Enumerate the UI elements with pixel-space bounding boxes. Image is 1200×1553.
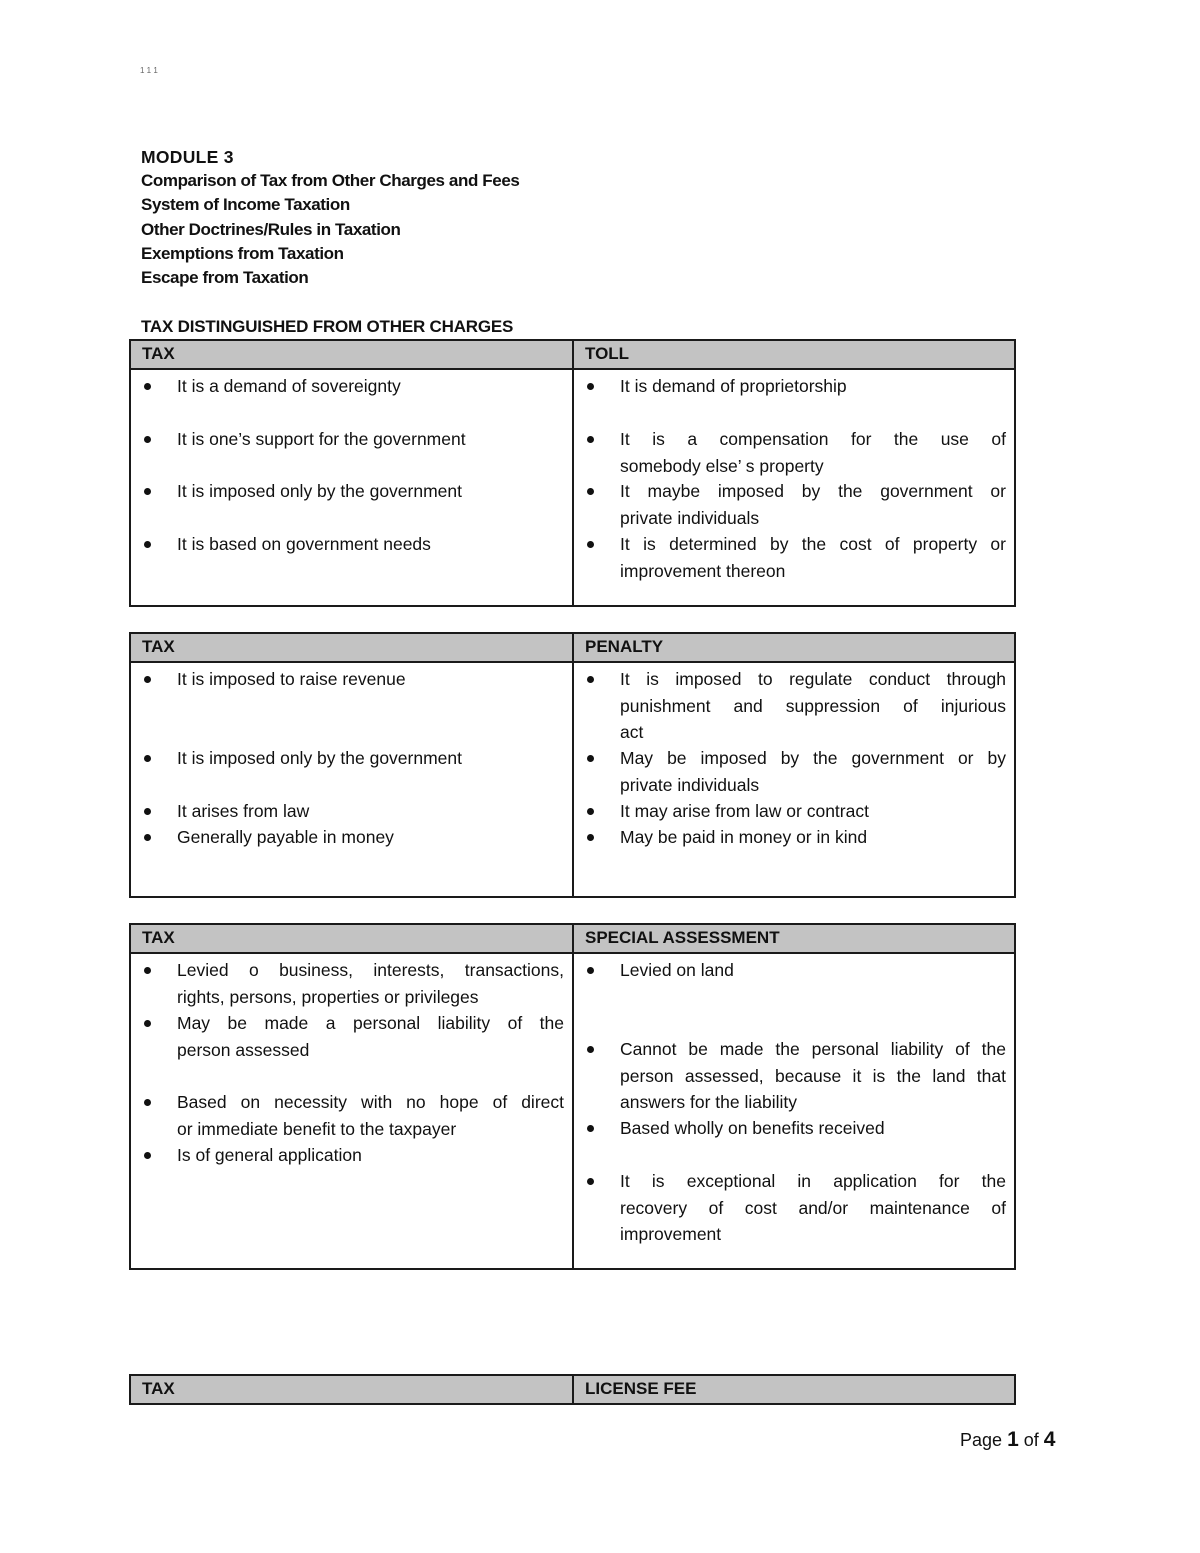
- left-column-cell: [131, 663, 574, 896]
- bullet-icon: [587, 967, 594, 974]
- of-label: of: [1023, 1430, 1039, 1450]
- bullet-icon: [144, 541, 151, 548]
- bullet-text-line: Is of general application: [177, 1145, 362, 1165]
- total-pages: 4: [1043, 1428, 1056, 1451]
- bullet-item: [620, 1036, 1006, 1116]
- table-header-row: [131, 925, 1014, 954]
- bullet-text-line: It is imposed only by the government: [177, 748, 463, 768]
- bullet-icon: [587, 1125, 594, 1132]
- bullet-icon: [587, 436, 594, 443]
- comparison-table-license-fee: [129, 1374, 1016, 1405]
- bullet-item: [620, 426, 1006, 479]
- bullet-item: [620, 1168, 1006, 1248]
- bullet-icon: [587, 383, 594, 390]
- bullet-text-line: somebody else’ s property: [620, 455, 824, 476]
- bullet-text-line: It may arise from law or contract: [620, 801, 869, 821]
- bullet-item: [620, 957, 1006, 984]
- left-column-cell: [131, 954, 574, 1268]
- bullet-text-line: It is imposed only by the government: [177, 481, 463, 501]
- bullet-icon: [144, 967, 151, 974]
- table-header-row: [131, 1376, 1014, 1403]
- bullet-icon: [587, 488, 594, 495]
- table-body-row: [131, 954, 1014, 1268]
- left-column-header: TAX: [131, 634, 574, 661]
- bullet-icon: [587, 676, 594, 683]
- bullet-text-line: It is a demand of sovereignty: [177, 376, 401, 396]
- module-topic: Comparison of Tax from Other Charges and Fees: [141, 171, 520, 191]
- bullet-icon: [144, 676, 151, 683]
- corner-mark: 1 1 1: [140, 66, 158, 75]
- bullet-text-line: It is determined by the cost of property or: [620, 534, 1006, 554]
- right-column-header: SPECIAL ASSESSMENT: [585, 928, 780, 947]
- module-topic: Other Doctrines/Rules in Taxation: [141, 219, 401, 239]
- bullet-text-line: recovery of cost and/or maintenance of: [620, 1197, 1006, 1218]
- bullet-item: [177, 798, 564, 825]
- bullet-item: [177, 1142, 564, 1169]
- bullet-text-line: It arises from law: [177, 801, 310, 821]
- table-body-row: [131, 663, 1014, 896]
- bullet-text-line: act: [620, 722, 644, 742]
- right-column-cell: [574, 663, 1014, 896]
- module-topic: System of Income Taxation: [141, 195, 350, 215]
- bullet-item: [620, 478, 1006, 531]
- bullet-icon: [144, 808, 151, 815]
- bullet-text-line: It is one’s support for the government: [177, 429, 466, 449]
- bullet-icon: [587, 808, 594, 815]
- right-column-cell: [574, 954, 1014, 1268]
- table-header-row: [131, 341, 1014, 370]
- bullet-icon: [587, 1178, 594, 1185]
- current-page: 1: [1007, 1428, 1019, 1451]
- bullet-text-line: Levied on land: [620, 960, 734, 980]
- bullet-icon: [144, 1099, 151, 1106]
- bullet-text-line: May be paid in money or in kind: [620, 827, 868, 847]
- bullet-icon: [144, 834, 151, 841]
- bullet-text-line: May be imposed by the government or by: [620, 748, 1006, 768]
- bullet-item: [177, 478, 564, 505]
- right-column-header: LICENSE FEE: [585, 1379, 697, 1398]
- page-number: [960, 1428, 1055, 1452]
- bullet-text-line: It maybe imposed by the government or: [620, 481, 1006, 501]
- bullet-item: [177, 426, 564, 453]
- bullet-icon: [144, 1152, 151, 1159]
- right-column-header: PENALTY: [585, 637, 664, 656]
- bullet-icon: [587, 1046, 594, 1053]
- bullet-item: [177, 1089, 564, 1142]
- bullet-text-line: May be made a personal liability of the: [177, 1013, 564, 1033]
- bullet-text-line: Based on necessity with no hope of direct: [177, 1092, 564, 1112]
- bullet-text-line: It is based on government needs: [177, 534, 431, 554]
- bullet-item: [620, 824, 1006, 851]
- comparison-table-special-assessment: [129, 923, 1016, 1270]
- bullet-icon: [144, 1020, 151, 1027]
- left-column-header: TAX: [131, 341, 574, 368]
- bullet-text-line: Cannot be made the personal liability of the: [620, 1039, 1006, 1059]
- bullet-text-line: person assessed, because it is the land that: [620, 1065, 1006, 1086]
- bullet-text-line: It is demand of proprietorship: [620, 376, 847, 396]
- bullet-item: [177, 531, 564, 558]
- bullet-text-line: rights, persons, properties or privileges: [177, 986, 479, 1007]
- bullet-icon: [587, 755, 594, 762]
- bullet-icon: [144, 755, 151, 762]
- bullet-text-line: It is imposed to regulate conduct through: [620, 669, 1006, 689]
- bullet-text-line: private individuals: [620, 507, 760, 528]
- bullet-item: [620, 531, 1006, 584]
- bullet-text-line: improvement thereon: [620, 560, 786, 581]
- bullet-item: [177, 824, 564, 851]
- bullet-icon: [144, 436, 151, 443]
- module-heading: [141, 145, 519, 290]
- right-column-header: TOLL: [585, 344, 630, 363]
- bullet-text-line: Based wholly on benefits received: [620, 1118, 885, 1138]
- comparison-table-toll: [129, 339, 1016, 607]
- bullet-item: [177, 666, 564, 693]
- module-topic: Exemptions from Taxation: [141, 243, 344, 263]
- left-column-cell: [131, 370, 574, 605]
- bullet-text-line: improvement: [620, 1224, 722, 1244]
- bullet-item: [620, 745, 1006, 798]
- bullet-item: [620, 1115, 1006, 1142]
- bullet-icon: [587, 834, 594, 841]
- bullet-item: [620, 666, 1006, 746]
- bullet-item: [177, 745, 564, 772]
- table-body-row: [131, 370, 1014, 605]
- bullet-text-line: It is exceptional in application for the: [620, 1171, 1006, 1191]
- bullet-text-line: or immediate benefit to the taxpayer: [177, 1118, 457, 1139]
- bullet-icon: [144, 488, 151, 495]
- bullet-text-line: It is a compensation for the use of: [620, 429, 1006, 449]
- bullet-text-line: Levied o business, interests, transactions,: [177, 960, 564, 980]
- bullet-icon: [587, 541, 594, 548]
- bullet-text-line: answers for the liability: [620, 1092, 798, 1112]
- bullet-item: [177, 1010, 564, 1063]
- bullet-item: [177, 957, 564, 1010]
- page-label: Page: [960, 1430, 1003, 1450]
- bullet-text-line: punishment and suppression of injurious: [620, 695, 1006, 716]
- right-column-cell: [574, 370, 1014, 605]
- bullet-icon: [144, 383, 151, 390]
- bullet-text-line: It is imposed to raise revenue: [177, 669, 406, 689]
- left-column-header: TAX: [131, 1376, 574, 1403]
- section-title: TAX DISTINGUISHED FROM OTHER CHARGES: [141, 317, 514, 336]
- left-column-header: TAX: [131, 925, 574, 952]
- bullet-text-line: Generally payable in money: [177, 827, 394, 847]
- module-title: MODULE 3: [141, 147, 234, 167]
- bullet-text-line: private individuals: [620, 774, 760, 795]
- bullet-item: [620, 798, 1006, 825]
- module-topic: Escape from Taxation: [141, 268, 309, 288]
- comparison-table-penalty: [129, 632, 1016, 898]
- bullet-text-line: person assessed: [177, 1039, 310, 1060]
- table-header-row: [131, 634, 1014, 663]
- bullet-item: [177, 373, 564, 400]
- bullet-item: [620, 373, 1006, 400]
